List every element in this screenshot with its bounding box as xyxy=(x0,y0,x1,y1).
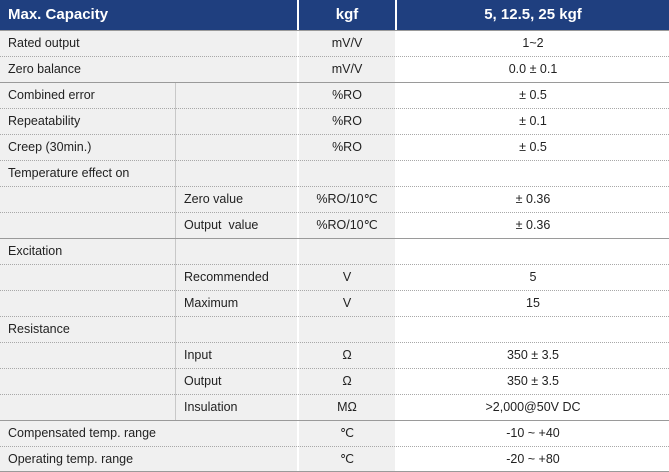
row-value: ± 0.36 xyxy=(515,192,551,206)
row-sublabel: Recommended xyxy=(184,270,269,284)
row-unit: MΩ xyxy=(337,400,357,414)
header-unit: kgf xyxy=(299,0,395,30)
row-value: -20 ~ +80 xyxy=(506,452,560,466)
row-value: ± 0.5 xyxy=(519,140,547,154)
table-row xyxy=(0,134,669,160)
row-sublabel: Maximum xyxy=(184,296,239,310)
header-capacity-values: 5, 12.5, 25 kgf xyxy=(397,0,669,30)
table-row xyxy=(0,368,669,394)
table-header xyxy=(0,0,669,30)
table-row xyxy=(0,290,669,316)
table-row xyxy=(0,394,669,420)
row-sublabel: Input xyxy=(184,348,212,362)
table-row xyxy=(0,420,669,446)
row-label: Temperature effect on xyxy=(8,166,130,180)
row-unit: ℃ xyxy=(339,452,355,466)
table-row xyxy=(0,212,669,238)
table-row xyxy=(0,446,669,472)
row-label: Operating temp. range xyxy=(8,452,134,466)
row-value: ± 0.36 xyxy=(515,218,551,232)
row-unit: %RO xyxy=(332,140,362,154)
table-row xyxy=(0,160,669,186)
row-value: 0.0 ± 0.1 xyxy=(508,62,558,76)
row-unit: %RO xyxy=(332,114,362,128)
table-row xyxy=(0,264,669,290)
row-label: Creep (30min.) xyxy=(8,140,92,154)
row-value: >2,000@50V DC xyxy=(485,400,581,414)
row-label: Combined error xyxy=(8,88,95,102)
row-value: ± 0.1 xyxy=(519,114,547,128)
row-sublabel: Output xyxy=(184,374,222,388)
row-value: 1~2 xyxy=(522,36,544,50)
row-value: ± 0.5 xyxy=(519,88,547,102)
row-sublabel: Zero value xyxy=(184,192,244,206)
table-row xyxy=(0,342,669,368)
table-row xyxy=(0,56,669,82)
row-label: Compensated temp. range xyxy=(8,426,157,440)
table-row xyxy=(0,316,669,342)
row-unit: mV/V xyxy=(331,62,363,76)
row-unit: ℃ xyxy=(339,426,355,440)
row-value: 350 ± 3.5 xyxy=(506,374,560,388)
row-unit: %RO xyxy=(332,88,362,102)
row-unit: %RO/10℃ xyxy=(316,218,378,232)
table-row xyxy=(0,82,669,108)
table-row xyxy=(0,108,669,134)
row-unit: %RO/10℃ xyxy=(316,192,378,206)
row-label: Zero balance xyxy=(8,62,81,76)
row-unit: V xyxy=(342,296,352,310)
row-label: Resistance xyxy=(8,322,70,336)
table-row xyxy=(0,30,669,56)
table-row xyxy=(0,238,669,264)
row-unit: Ω xyxy=(342,348,352,362)
row-value: 350 ± 3.5 xyxy=(506,348,560,362)
row-unit: Ω xyxy=(342,374,352,388)
table-row xyxy=(0,186,669,212)
row-label: Repeatability xyxy=(8,114,81,128)
row-unit: V xyxy=(342,270,352,284)
row-value: -10 ~ +40 xyxy=(506,426,560,440)
row-value: 15 xyxy=(526,296,540,310)
row-unit: mV/V xyxy=(331,36,363,50)
row-sublabel: Output value xyxy=(184,218,259,232)
row-sublabel: Insulation xyxy=(184,400,238,414)
header-max-capacity: Max. Capacity xyxy=(0,0,297,30)
row-label: Excitation xyxy=(8,244,63,258)
row-label: Rated output xyxy=(8,36,80,50)
row-value: 5 xyxy=(529,270,537,284)
